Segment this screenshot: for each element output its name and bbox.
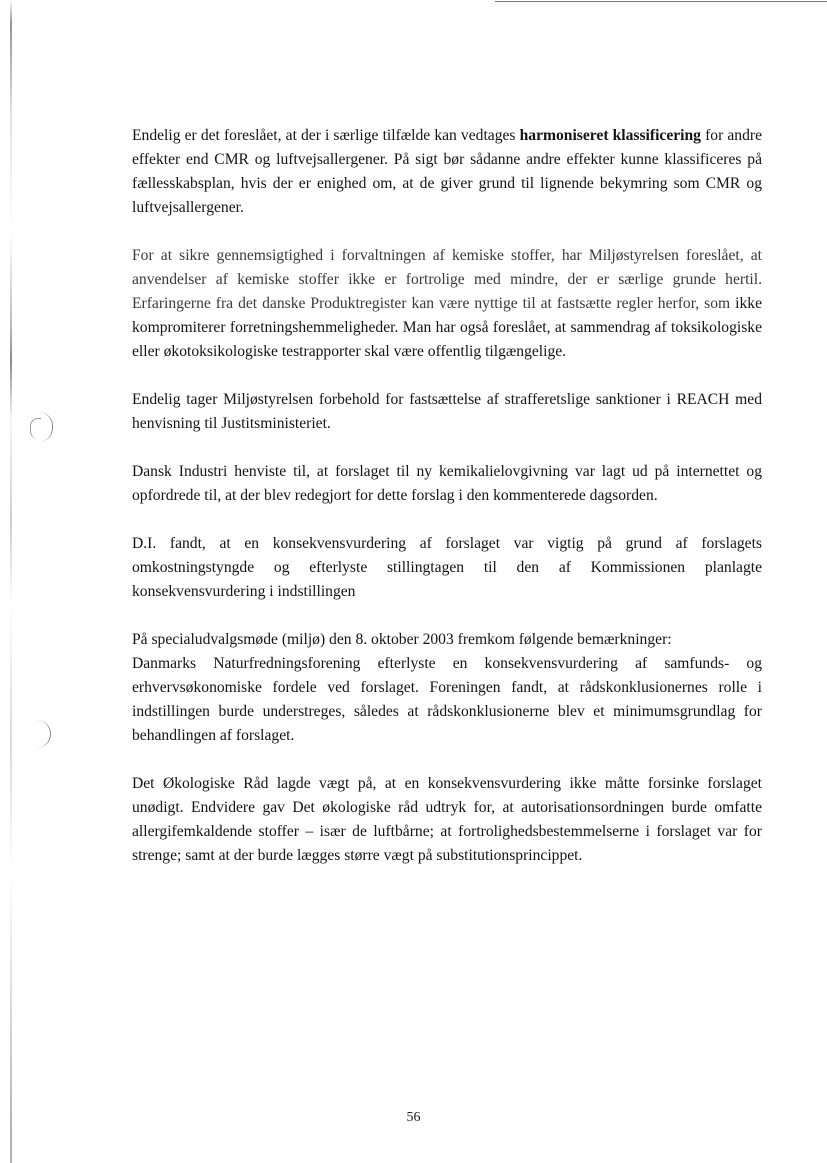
paragraph-transparency (132, 244, 762, 364)
punch-hole-bottom (24, 720, 51, 748)
paragraph-di-impact-assessment: D.I. fandt, at en konsekvensvurdering af forslaget var vigtig på grund af forslagets omkostningstyngde og efterlyste stillingtagen til den af Kommissionen planlagte konsekvensvurdering i indstillingen (132, 535, 762, 600)
paragraph-sanctions: Endelig tager Miljøstyrelsen forbehold for fastsættelse af strafferetslige sanktioner i REACH med henvisning til Justitsministeriet. (132, 391, 762, 432)
paragraph-text: ikke kompromiterer forretningshemmeligheder. Man har også foreslået, at sammendrag af toksikologiske eller økotoksikologiske testrapporter skal være offentlig tilgængelige. (132, 295, 762, 360)
punch-hole-top (26, 412, 53, 442)
paragraph-harmonised-classification (132, 124, 762, 220)
paragraph-committee-heading: På specialudvalgsmøde (miljø) den 8. oktober 2003 fremkom følgende bemærkninger: (132, 631, 672, 648)
paragraph-text: Endelig er det foreslået, at der i særlige tilfælde kan vedtages (132, 127, 520, 144)
paragraph-oekologiske-raad: Det Økologiske Råd lagde vægt på, at en konsekvensvurdering ikke måtte forsinke forslaget unødigt. Endvidere gav Det økologiske råd udtryk for, at autorisationsordningen burde omfatte allergifemkaldende stoffer – især de luftbårne; at fortrolighedsbestemmelserne i forslaget var for strenge; samt at der burde lægges større vægt på substitutionsprincippet. (132, 775, 762, 864)
document-body (132, 124, 762, 892)
paragraph-naturfredningsforening: Danmarks Naturfredningsforening efterlyste en konsekvensvurdering af samfunds- og erhvervsøkonomiske fordele ved forslaget. Foreningen fandt, at rådskonklusionernes rolle i indstillingen burde understreges, således at rådskonklusionerne blev et minimumsgrundlag for behandlingen af forslaget. (132, 655, 762, 744)
scan-edge-shadow (10, 0, 12, 1163)
page-number: 56 (406, 1110, 421, 1125)
paragraph-special-committee (132, 628, 762, 748)
paragraph-text-light: For at sikre gennemsigtighed i forvaltningen af kemiske stoffer, har Miljøstyrelsen foreslået, at anvendelser af kemiske stoffer ikke er fortrolige med mindre, der er særlige grunde hertil. Erfaringerne fra det danske Produktregister kan være nyttige til at fastsætte regler herfor, som (132, 247, 762, 312)
paragraph-dansk-industri: Dansk Industri henviste til, at forslaget til ny kemikalielovgivning var lagt ud på internettet og opfordrede til, at der blev redegjort for dette forslag i den kommenterede dagsorden. (132, 463, 762, 504)
scan-top-line (495, 1, 827, 2)
paragraph-text: for andre effekter end CMR og luftvejsallergener. På sigt bør sådanne andre effekter kunne klassificeres på fællesskabsplan, hvis der er enighed om, at de giver grund til lignende bekymring som CMR og luftvejsallergener. (132, 127, 762, 216)
paragraph-bold-term: harmoniseret klassificering (519, 127, 701, 144)
